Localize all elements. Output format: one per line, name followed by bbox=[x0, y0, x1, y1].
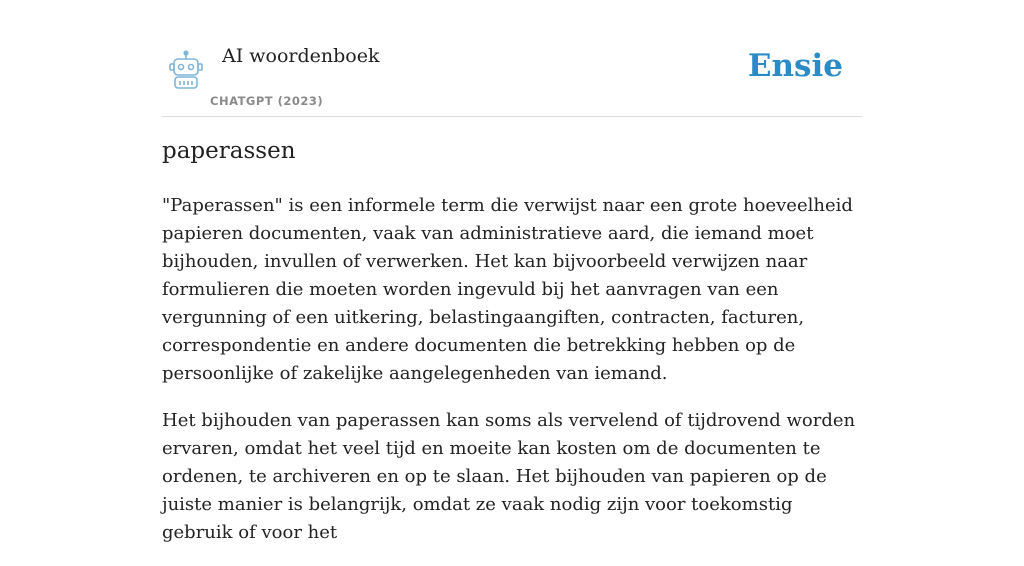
entry-term: paperassen bbox=[162, 138, 296, 164]
entry-body bbox=[162, 192, 862, 566]
source-header bbox=[162, 0, 862, 117]
brand-logo[interactable]: Ensie bbox=[747, 48, 843, 84]
robot-icon bbox=[166, 50, 206, 90]
source-title[interactable]: AI woordenboek bbox=[222, 45, 380, 67]
entry-paragraph: "Paperassen" is een informele term die verwijst naar een grote hoeveelheid papieren documenten, vaak van administratieve aard, die iemand moet bijhouden, invullen of verwerken. Het kan bijvoorbeeld verwijzen naar formulieren die moeten worden ingevuld bij het aanvragen van een vergunning of een uitkering, belastingaangiften, contracten, facturen, correspondentie en andere documenten die betrekking hebben op de persoonlijke of zakelijke aangelegenheden van iemand. bbox=[162, 195, 853, 384]
source-subtitle: CHATGPT (2023) bbox=[210, 94, 324, 108]
page bbox=[162, 0, 862, 543]
entry-paragraph: Het bijhouden van paperassen kan soms als vervelend of tijdrovend worden ervaren, omdat het veel tijd en moeite kan kosten om de documenten te ordenen, te archiveren en op te slaan. Het bijhouden van papieren op de juiste manier is belangrijk, omdat ze vaak nodig zijn voor toekomstig gebruik of voor het bbox=[162, 410, 856, 543]
